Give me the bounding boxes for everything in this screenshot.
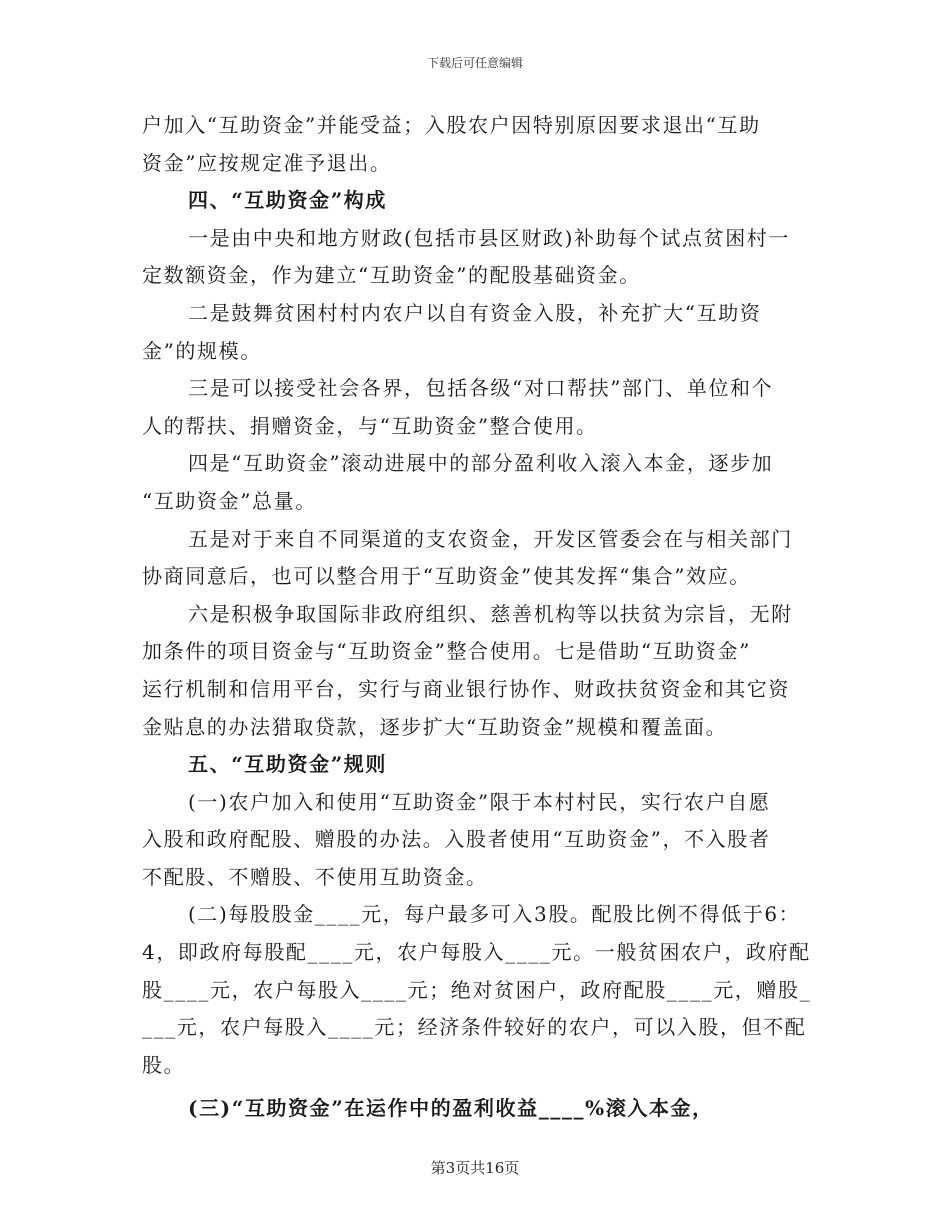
paragraph-line: 不配股、不赠股、不使用互助资金。 bbox=[142, 864, 488, 889]
paragraph-line: 运行机制和信用平台，实行与商业银行协作、财政扶贫资金和其它资 bbox=[142, 676, 790, 701]
paragraph-line: 协商同意后，也可以整合用于“互助资金”使其发挥“集合”效应。 bbox=[142, 564, 751, 589]
paragraph-line: 五是对于来自不同渠道的支农资金，开发区管委会在与相关部门 bbox=[188, 526, 793, 551]
paragraph-line: 三是可以接受社会各界，包括各级“对口帮扶”部门、单位和个 bbox=[188, 376, 774, 401]
paragraph-line: 金”的规模。 bbox=[142, 338, 262, 363]
paragraph-line: 人的帮扶、捐赠资金，与“互助资金”整合使用。 bbox=[142, 413, 598, 438]
document-body bbox=[142, 107, 812, 1128]
paragraph-line: 加条件的项目资金与“互助资金”整合使用。七是借助“互助资金” bbox=[142, 639, 751, 664]
paragraph-line: 四是“互助资金”滚动进展中的部分盈利收入滚入本金，逐步加 bbox=[188, 451, 774, 476]
section-heading: (三)“互助资金”在运作中的盈利收益____%滚入本金， bbox=[188, 1096, 714, 1121]
paragraph-line: 股。 bbox=[142, 1052, 186, 1077]
paragraph-line: 二是鼓舞贫困村村内农户以自有资金入股，补充扩大“互助资 bbox=[188, 300, 762, 325]
paragraph-line: “互助资金”总量。 bbox=[142, 488, 317, 513]
page-footer: 第3页共16页 bbox=[430, 1159, 520, 1177]
paragraph-line: 入股和政府配股、赠股的办法。入股者使用“互助资金”，不入股者 bbox=[142, 827, 771, 852]
paragraph-line: 六是积极争取国际非政府组织、慈善机构等以扶贫为宗旨，无附 bbox=[188, 601, 793, 626]
paragraph-line: 定数额资金，作为建立“互助资金”的配股基础资金。 bbox=[142, 263, 641, 288]
section-heading: 五、“互助资金”规则 bbox=[188, 752, 388, 777]
paragraph-line: 一是由中央和地方财政(包括市县区财政)补助每个试点贫困村一 bbox=[188, 225, 791, 250]
paragraph-line: 股____元，农户每股入____元；绝对贫困户，政府配股____元，赠股_ bbox=[142, 977, 812, 1002]
page-header: 下载后可任意编辑 bbox=[426, 56, 523, 70]
paragraph-line: 资金”应按规定准予退出。 bbox=[142, 150, 392, 175]
paragraph-line: (一)农户加入和使用“互助资金”限于本村村民，实行农户自愿 bbox=[188, 789, 771, 814]
paragraph-line: 金贴息的办法猎取贷款，逐步扩大“互助资金”规模和覆盖面。 bbox=[142, 714, 728, 739]
section-heading: 四、“互助资金”构成 bbox=[188, 188, 388, 213]
paragraph-line: 4，即政府每股配____元，农户每股入____元。一般贫困农户，政府配 bbox=[142, 940, 811, 965]
paragraph-line: ___元，农户每股入____元；经济条件较好的农户，可以入股，但不配 bbox=[142, 1015, 807, 1040]
paragraph-line: 户加入“互助资金”并能受益；入股农户因特别原因要求退出“互助 bbox=[142, 113, 761, 137]
paragraph-line: (二)每股股金____元，每户最多可入3股。配股比例不得低于6： bbox=[188, 902, 801, 927]
